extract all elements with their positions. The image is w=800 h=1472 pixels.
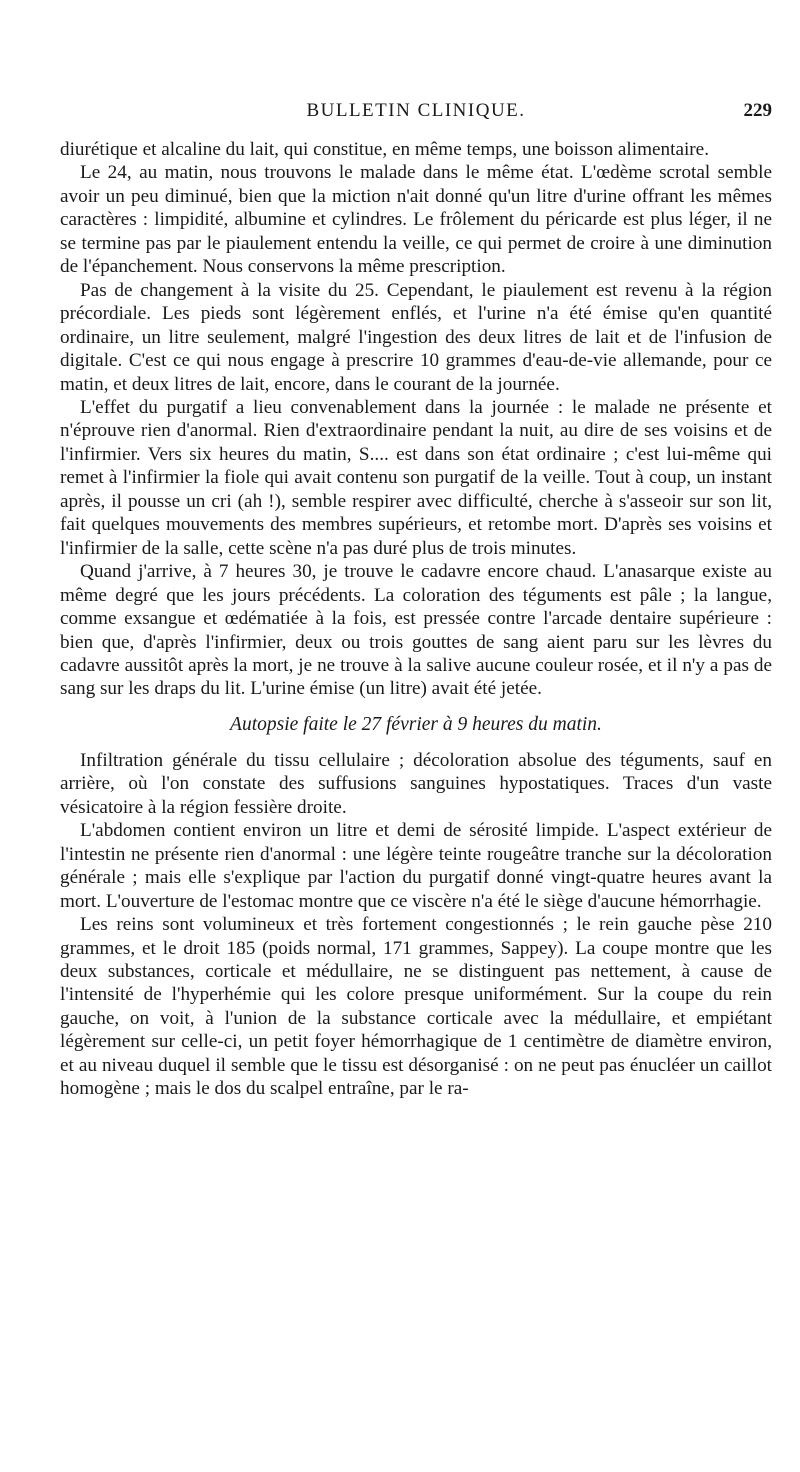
paragraph-4: L'effet du purgatif a lieu convenablement dans la journée : le malade ne présente et n'éprouve rien d'anormal. Rien d'extraordinaire pendant la nuit, au dire de ses voisins et de l'infirmier. Vers six heures du matin, S.... est dans son état ordinaire ; c'est lui-même qui remet à l'infirmier la fiole qui avait contenu son purgatif de la veille. Tout à coup, un instant après, il pousse un cri (ah !), semble respirer avec difficulté, cherche à s'asseoir sur son lit, fait quelques mouvements des membres supérieurs, et retombe mort. D'après ses voisins et l'infirmier de la salle, cette scène n'a pas duré plus de trois minutes. xyxy=(60,396,772,559)
running-head xyxy=(60,100,772,130)
running-title: BULLETIN CLINIQUE. xyxy=(306,100,526,121)
paragraph-1: diurétique et alcaline du lait, qui constitue, en même temps, une boisson alimentaire. xyxy=(60,139,709,160)
paragraph-7: L'abdomen contient environ un litre et demi de sérosité limpide. L'aspect extérieur de l'intestin ne présente rien d'anormal : une légère teinte rougeâtre tranche sur la décoloration générale ; mais elle s'explique par l'action du purgatif donné vingt-quatre heures avant la mort. L'ouverture de l'estomac montre que ce viscère n'a été le siège d'aucune hémorrhagie. xyxy=(60,820,772,912)
paragraph-8: Les reins sont volumineux et très fortement congestionnés ; le rein gauche pèse 210 grammes, et le droit 185 (poids normal, 171 grammes, Sappey). La coupe montre que les deux substances, corticale et médullaire, ne se distinguent pas nettement, à cause de l'intensité de l'hyperhémie qui les colore presque uniformément. Sur la coupe du rein gauche, on voit, à l'union de la substance corticale avec la médullaire, et empiétant légèrement sur celle-ci, un petit foyer hémorrhagique de 1 centimètre de diamètre environ, et au niveau duquel il semble que le tissu est désorganisé : on ne peut pas énucléer un caillot homogène ; mais le dos du scalpel entraîne, par le ra- xyxy=(60,914,772,1100)
section-heading: Autopsie faite le 27 février à 9 heures du matin. xyxy=(230,713,602,735)
paragraph-3: Pas de changement à la visite du 25. Cependant, le piaulement est revenu à la région précordiale. Les pieds sont légèrement enflés, et l'urine n'a été émise qu'en quantité ordinaire, un litre seulement, malgré l'ingestion des deux litres de lait et de l'infusion de digitale. C'est ce qui nous engage à prescrire 10 grammes d'eau-de-vie allemande, pour ce matin, et deux litres de lait, encore, dans le courant de la journée. xyxy=(60,279,772,395)
page-number: 229 xyxy=(743,100,772,121)
paragraph-6: Infiltration générale du tissu cellulaire ; décoloration absolue des téguments, sauf en arrière, où l'on constate des suffusions sanguines hypostatiques. Traces d'un vaste vésicatoire à la région fessière droite. xyxy=(60,749,772,818)
body-text xyxy=(60,138,772,1101)
paragraph-5: Quand j'arrive, à 7 heures 30, je trouve le cadavre encore chaud. L'anasarque existe au même degré que les jours précédents. La coloration des téguments est pâle ; la langue, comme exsangue et œdématiée à la fois, est pressée contre l'arcade dentaire supérieure : bien que, d'après l'infirmier, deux ou trois gouttes de sang aient paru sur les lèvres du cadavre aussitôt après la mort, je ne trouve à la salive aucune couleur rosée, et il n'y a pas de sang sur les draps du lit. L'urine émise (un litre) avait été jetée. xyxy=(60,561,772,700)
paragraph-2: Le 24, au matin, nous trouvons le malade dans le même état. L'œdème scrotal semble avoir un peu diminué, bien que la miction n'ait donné qu'un litre d'urine offrant les mêmes caractères : limpidité, albumine et cylindres. Le frôlement du péricarde est plus léger, il ne se termine pas par le piaulement entendu la veille, ce qui permet de croire à une diminution de l'épanchement. Nous conservons la même prescription. xyxy=(60,162,772,278)
